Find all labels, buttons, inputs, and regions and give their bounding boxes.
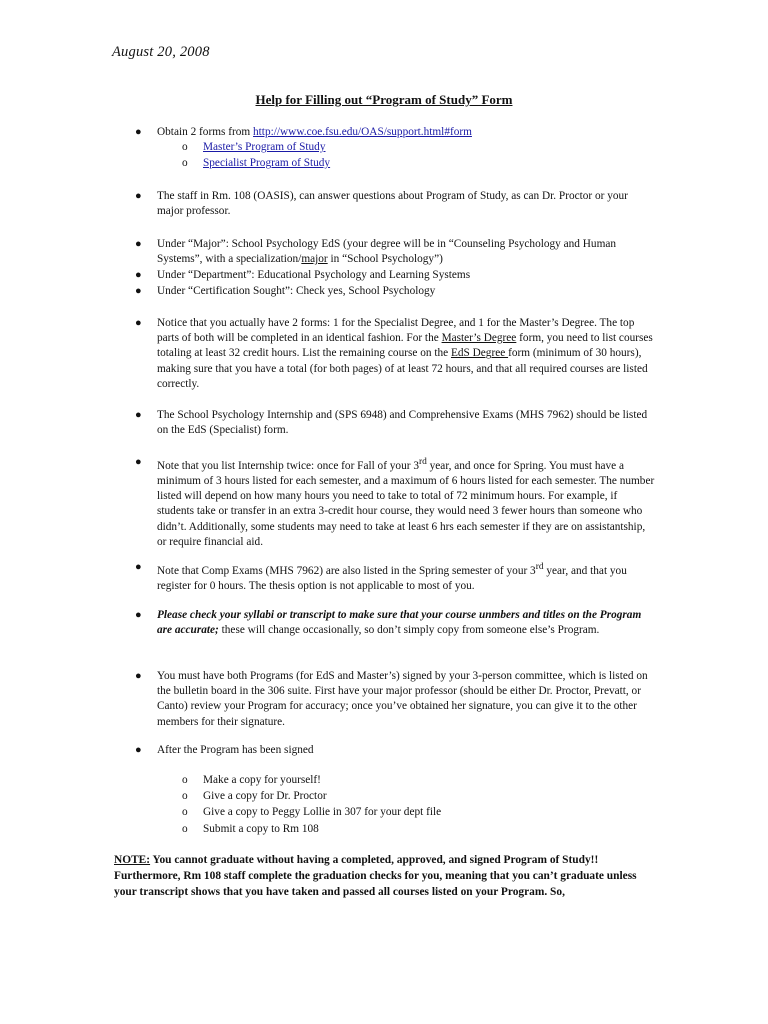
sub-bullet-icon: o (182, 141, 188, 153)
bullet-icon: ● (135, 269, 142, 281)
internship-text: The School Psychology Internship and (SPS 6948) and Comprehensive Exams (MHS 7962) should be listed on the EdS (Specialist) form. (157, 409, 648, 437)
bullet-icon: ● (135, 561, 142, 573)
obtain-prefix: Obtain 2 forms from (157, 126, 254, 138)
major-text-a: Under “Major”: School Psychology EdS (your degree will be in “Counseling Psychology and Human Systems”, with a specialization/ (157, 238, 617, 266)
bullet-icon: ● (135, 285, 142, 297)
department-text: Under “Department”: Educational Psychology and Learning Systems (157, 269, 471, 281)
superscript-rd: rd (418, 457, 427, 467)
after-item (182, 773, 643, 788)
bullet-icon: ● (135, 609, 142, 621)
sub-item-masters-form (182, 140, 643, 155)
comp-exams-a: Note that Comp Exams (MHS 7962) are also listed in the Spring semester of your 3 (157, 564, 536, 577)
bullet-major (135, 237, 657, 267)
eds-degree-underlined: EdS Degree (450, 347, 509, 360)
syllabi-bold: Please check your syllabi or transcript to make sure that your course unmbers and titles on the Program are accurate; (157, 609, 642, 637)
bullet-icon: ● (135, 317, 142, 329)
bullet-department (135, 268, 657, 283)
after-item-text: Submit a copy to Rm 108 (203, 823, 319, 835)
after-signed-text: After the Program has been signed (157, 744, 314, 756)
note-text: You cannot graduate without having a completed, approved, and signed Program of Study!! Furthermore, Rm 108 staff complete the graduation checks for you, meaning that you can’t graduate unless your transcript shows that you have taken and passed all courses listed on your Program. So, (114, 854, 637, 898)
masters-form-link[interactable]: Master’s Program of Study (203, 141, 326, 153)
bullet-icon: ● (135, 190, 142, 202)
document-title-text: Help for Filling out “Program of Study” Form (255, 92, 513, 107)
internship-twice-b: year, and once for Spring. You must have a minimum of 3 hours listed for each semester, and a maximum of 6 hours listed for each semester. The number listed will depend on how many hours you need to take to total of 72 minimum hours. For example, if students take or transfer in an extra 3-credit hour course, they would need 3 fewer hours than someone who didn’t. Additionally, some students may need to take at least 6 hrs each semester if they are on assistantship, or require financial aid. (157, 459, 655, 548)
after-item (182, 805, 643, 820)
bullet-staff (135, 189, 657, 219)
major-text-b: in “School Psychology”) (327, 253, 443, 266)
masters-degree-underlined: Master’s Degree (441, 332, 517, 345)
after-item-text: Give a copy for Dr. Proctor (203, 790, 327, 802)
note-label: NOTE: (114, 854, 151, 866)
bullet-icon: ● (135, 409, 142, 421)
graduation-note (114, 852, 659, 900)
sub-bullet-icon: o (182, 774, 188, 786)
bullet-icon: ● (135, 744, 142, 756)
bullet-icon: ● (135, 126, 142, 138)
document-title (0, 92, 768, 107)
after-item (182, 789, 643, 804)
bullet-obtain-forms (135, 125, 657, 140)
bullet-after-signed (135, 743, 657, 758)
sub-bullet-icon: o (182, 806, 188, 818)
document-date: August 20, 2008 (112, 44, 210, 60)
bullet-signatures (135, 669, 657, 730)
forms-note-a: Notice that you actually have 2 forms: 1 for the Specialist Degree, and 1 for the Master’s Degree. The top parts of both will be completed in an identical fashion. For the (157, 317, 635, 345)
after-item-text: Give a copy to Peggy Lollie in 307 for your dept file (203, 806, 442, 818)
major-underlined: major (301, 253, 328, 266)
bullet-certification (135, 284, 657, 299)
sub-bullet-icon: o (182, 790, 188, 802)
bullet-two-forms (135, 316, 657, 392)
sub-bullet-icon: o (182, 157, 188, 169)
staff-text: The staff in Rm. 108 (OASIS), can answer questions about Program of Study, as can Dr. Proctor or your major professor. (157, 190, 628, 218)
after-item (182, 822, 643, 837)
bullet-syllabi (135, 608, 657, 638)
bullet-icon: ● (135, 670, 142, 682)
bullet-icon: ● (135, 456, 142, 468)
forms-link[interactable]: http://www.coe.fsu.edu/OAS/support.html#form (253, 126, 472, 138)
specialist-form-link[interactable]: Specialist Program of Study (203, 157, 331, 169)
bullet-internship-twice (135, 455, 657, 550)
forms-note-b: form, you need to list courses totaling at least 32 credit hours. List the remaining course on the (157, 332, 653, 360)
sub-bullet-icon: o (182, 823, 188, 835)
signatures-text: You must have both Programs (for EdS and Master’s) signed by your 3-person committee, which is listed on the bulletin board in the 306 suite. First have your major professor (should be either Dr. Proctor, Prevatt, or Canto) review your Program for accuracy; once you’ve obtained her signature, you can give it to the other members for their signature. (157, 670, 648, 728)
sub-item-specialist-form (182, 156, 643, 171)
bullet-icon: ● (135, 238, 142, 250)
superscript-rd: rd (535, 562, 544, 572)
bullet-internship (135, 408, 657, 438)
after-item-text: Make a copy for yourself! (203, 774, 321, 786)
forms-note-c: form (minimum of 30 hours), making sure that you have a total (for both pages) of at least 72 hours, and that all required courses are listed correctly. (157, 347, 648, 390)
syllabi-rest: these will change occasionally, so don’t simply copy from someone else’s Program. (218, 624, 600, 637)
internship-twice-a: Note that you list Internship twice: once for Fall of your 3 (157, 459, 419, 472)
certification-text: Under “Certification Sought”: Check yes, School Psychology (157, 285, 436, 297)
comp-exams-b: year, and that you register for 0 hours. The thesis option is not applicable to most of you. (157, 564, 627, 592)
bullet-comp-exams (135, 560, 657, 594)
